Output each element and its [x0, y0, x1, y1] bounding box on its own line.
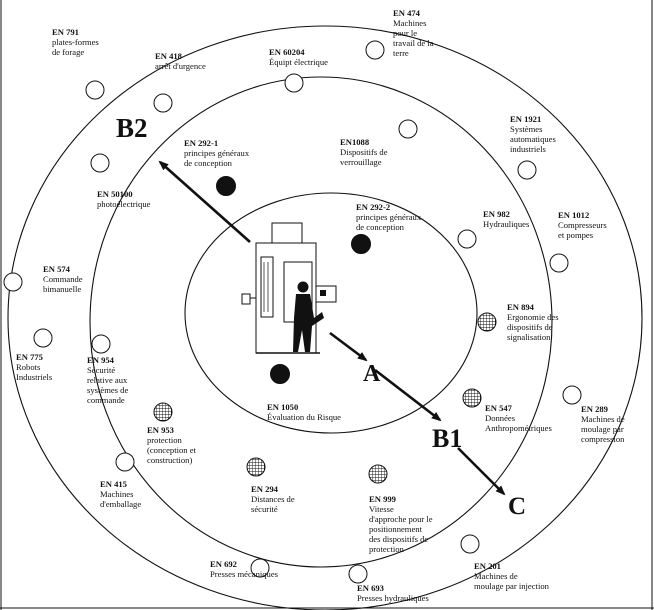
label-en953 [147, 425, 198, 465]
label-en1088-code: EN1088 [340, 137, 370, 147]
node-en415 [116, 453, 134, 471]
label-en474-line: travail de la [393, 38, 434, 48]
label-en415 [100, 479, 141, 509]
zone-b1-label: B1 [432, 424, 463, 453]
label-en953-code: EN 953 [147, 425, 174, 435]
label-en415-line: Machines [100, 489, 134, 499]
label-en775-code: EN 775 [16, 352, 43, 362]
label-en1012-code: EN 1012 [558, 210, 590, 220]
label-en791 [52, 27, 101, 57]
label-en1050-line: Évaluation du Risque [267, 412, 341, 422]
label-en289-line: moulage par [581, 424, 624, 434]
arrow-to-b2 [160, 162, 250, 242]
label-en894-code: EN 894 [507, 302, 534, 312]
node-en2922 [352, 235, 371, 254]
label-en418 [155, 51, 206, 71]
label-en474-line: Machines [393, 18, 427, 28]
label-en1921-line: Systèmes [510, 124, 543, 134]
node-en418 [154, 94, 172, 112]
label-en547 [485, 403, 552, 433]
label-en415-code: EN 415 [100, 479, 127, 489]
label-en294-line: Distances de [251, 494, 295, 504]
label-en1088 [340, 137, 390, 167]
label-en692-line: Presses mécaniques [210, 569, 279, 579]
zone-b2-label: B2 [116, 113, 148, 143]
label-en982 [483, 209, 530, 229]
label-en775-line: Robots [16, 362, 41, 372]
node-en574 [4, 273, 22, 291]
node-en474 [366, 41, 384, 59]
label-en1921-line: industriels [510, 144, 546, 154]
zone-c-label: C [508, 493, 527, 520]
label-en2922 [356, 202, 423, 232]
label-en289 [581, 404, 627, 444]
node-en294 [247, 458, 265, 476]
label-en574-line: Commande [43, 274, 83, 284]
label-en954-line: Sécurité [87, 365, 116, 375]
label-en2921 [184, 138, 251, 168]
label-en474 [393, 8, 436, 58]
label-en999-line: Vitesse [369, 504, 394, 514]
label-en954 [87, 355, 130, 405]
label-en894-line: Ergonomie des [507, 312, 559, 322]
label-en2921-line: de conception [184, 158, 232, 168]
label-en894 [507, 302, 561, 342]
label-en201 [474, 561, 550, 591]
node-en1012 [550, 254, 568, 272]
label-en1921 [510, 114, 558, 154]
zone-a-label: A [363, 361, 381, 387]
label-en693-line: Presses hydrauliques [357, 593, 429, 603]
label-en547-line: Données [485, 413, 516, 423]
node-en1050 [271, 365, 290, 384]
label-en954-line: relative aux [87, 375, 128, 385]
label-en999-line: d'approche pour le [369, 514, 433, 524]
label-en60204 [269, 47, 328, 67]
node-en547 [463, 389, 481, 407]
node-en201 [461, 535, 479, 553]
node-en693 [349, 565, 367, 583]
label-en294-code: EN 294 [251, 484, 278, 494]
label-en1012 [558, 210, 609, 240]
node-en775 [34, 329, 52, 347]
label-en1921-code: EN 1921 [510, 114, 542, 124]
node-en954 [92, 335, 110, 353]
label-en1012-line: Compresseurs [558, 220, 607, 230]
label-en999-line: protection [369, 544, 404, 554]
label-en954-code: EN 954 [87, 355, 114, 365]
label-en999-line: des dispositifs de [369, 534, 429, 544]
label-en201-line: Machines de [474, 571, 518, 581]
label-en418-line: arrêt d'urgence [155, 61, 206, 71]
label-en50100 [97, 189, 151, 209]
label-en692 [210, 559, 279, 579]
label-en60204-code: EN 60204 [269, 47, 305, 57]
label-en574 [43, 264, 85, 294]
node-en999 [369, 465, 387, 483]
label-en982-code: EN 982 [483, 209, 510, 219]
label-en775 [16, 352, 53, 382]
label-en999 [369, 494, 435, 554]
label-en50100-line: photoélectrique [97, 199, 151, 209]
label-en289-line: Machines de [581, 414, 625, 424]
label-en415-line: d'emballage [100, 499, 142, 509]
label-en791-code: EN 791 [52, 27, 79, 37]
label-en692-code: EN 692 [210, 559, 237, 569]
label-en418-code: EN 418 [155, 51, 182, 61]
label-en775-line: Industriels [16, 372, 53, 382]
node-en791 [86, 81, 104, 99]
label-en999-code: EN 999 [369, 494, 396, 504]
label-en2921-line: principes généraux [184, 148, 250, 158]
label-en999-line: positionnement [369, 524, 422, 534]
label-en50100-code: EN 50100 [97, 189, 133, 199]
label-en547-code: EN 547 [485, 403, 512, 413]
label-en953-line: (conception et [147, 445, 196, 455]
label-en474-line: pour le [393, 28, 418, 38]
label-en60204-line: Équipt électrique [269, 57, 328, 67]
label-en2921-code: EN 292-1 [184, 138, 219, 148]
label-en1921-line: automatiques [510, 134, 556, 144]
arrow-to-a [330, 333, 366, 360]
label-en474-line: terre [393, 48, 409, 58]
label-en953-line: protection [147, 435, 182, 445]
label-en2922-code: EN 292-2 [356, 202, 391, 212]
label-en1050 [267, 402, 341, 422]
node-en60204 [285, 74, 303, 92]
label-en474-code: EN 474 [393, 8, 420, 18]
label-en574-code: EN 574 [43, 264, 70, 274]
label-en1088-line: Dispositifs de [340, 147, 388, 157]
node-en953 [154, 403, 172, 421]
label-en894-line: signalisation [507, 332, 551, 342]
arrow-to-c [458, 448, 504, 494]
label-en289-code: EN 289 [581, 404, 608, 414]
label-en1012-line: et pompes [558, 230, 594, 240]
label-en294 [251, 484, 297, 514]
label-en2922-line: de conception [356, 222, 404, 232]
node-en894 [478, 313, 496, 331]
arrow-to-b1 [375, 370, 440, 420]
node-en2921 [217, 177, 236, 196]
label-en201-line: moulage par injection [474, 581, 549, 591]
label-en1050-code: EN 1050 [267, 402, 299, 412]
label-en294-line: sécurité [251, 504, 278, 514]
machine-operator-icon [242, 223, 336, 353]
label-en953-line: construction) [147, 455, 193, 465]
node-en289 [563, 386, 581, 404]
node-en1921 [518, 161, 536, 179]
label-en954-line: commande [87, 395, 125, 405]
label-en791-line: plates-formes [52, 37, 99, 47]
inner-orbit [185, 193, 477, 433]
label-en791-line: de forage [52, 47, 85, 57]
label-en289-line: compression [581, 434, 625, 444]
label-en894-line: dispositifs de [507, 322, 553, 332]
node-en1088 [399, 120, 417, 138]
label-en574-line: bimanuelle [43, 284, 82, 294]
label-en547-line: Anthropométriques [485, 423, 552, 433]
label-en982-line: Hydrauliques [483, 219, 530, 229]
label-en2922-line: principes généraux [356, 212, 422, 222]
node-en982 [458, 230, 476, 248]
node-en50100 [91, 154, 109, 172]
label-en1088-line: verrouillage [340, 157, 382, 167]
label-en954-line: systèmes de [87, 385, 129, 395]
label-en693 [357, 583, 429, 603]
label-en201-code: EN 201 [474, 561, 501, 571]
label-en693-code: EN 693 [357, 583, 384, 593]
